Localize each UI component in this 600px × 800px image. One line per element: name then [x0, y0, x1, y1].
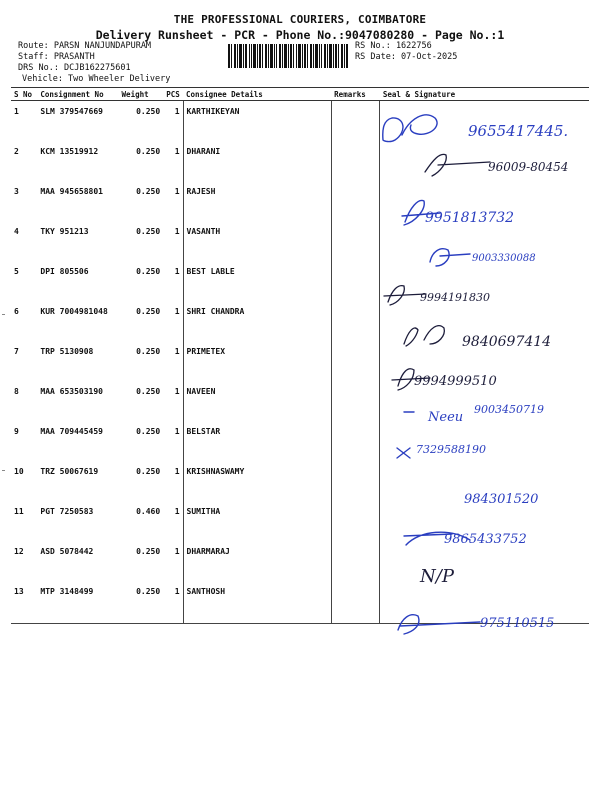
table-row [11, 421, 589, 461]
cell-remarks [331, 541, 380, 581]
cell-consignment-no: KCM 13519912 [40, 147, 99, 156]
cell-consignment-no: MTP 3148499 [37, 581, 118, 624]
cell-sno: 4 [14, 227, 19, 236]
col-remarks: Remarks [331, 88, 380, 101]
cell-sno: 13 [11, 581, 37, 624]
vehicle-label: Vehicle: Two Wheeler Delivery [22, 74, 171, 84]
table-row [11, 541, 589, 581]
cell-pcs: 1 [174, 307, 180, 316]
table-header-row [11, 88, 589, 101]
cell-consignee: KARTHIKEYAN [183, 101, 331, 142]
rs-number: RS No.: 1622756 [355, 41, 432, 51]
cell-sno: 6 [14, 307, 19, 316]
cell-sno: 3 [14, 187, 19, 196]
staff-label: Staff: PRASANTH [18, 52, 95, 62]
cell-sno: 5 [14, 267, 19, 276]
handwritten-phone-5: 9994191830 [420, 291, 490, 304]
cell-consignee: VASANTH [183, 221, 331, 261]
cell-weight: 0.250 [136, 347, 161, 356]
cell-sno: 9 [14, 427, 19, 436]
rs-date: RS Date: 07-Oct-2025 [355, 52, 458, 62]
cell-consignment-no: SLM 379547669 [40, 107, 103, 116]
cell-remarks [331, 301, 380, 341]
cell-remarks [331, 181, 380, 221]
cell-weight: 0.250 [136, 227, 161, 236]
cell-sno: 10 [14, 467, 24, 476]
handwritten-phone-7: 9994999510 [414, 374, 497, 389]
cell-seal-signature [380, 541, 589, 581]
cell-remarks [331, 341, 380, 381]
handwritten-phone-11: 9865433752 [444, 532, 527, 547]
cell-remarks [331, 221, 380, 261]
cell-consignment-no: MAA 709445459 [40, 427, 103, 436]
cell-consignment-no: TKY 951213 [40, 227, 89, 236]
cell-pcs: 1 [174, 347, 180, 356]
handwritten-phone-8: 9003450719 [474, 403, 544, 416]
col-consignment: Consignment No [37, 88, 118, 101]
cell-consignment-no: PGT 7250583 [40, 507, 94, 516]
cell-sno: 2 [14, 147, 19, 156]
handwritten-name-8: Neeu [428, 410, 464, 425]
punch-mark [2, 314, 5, 315]
route-info [18, 41, 151, 74]
col-seal-signature: Seal & Signature [380, 88, 589, 101]
cell-consignment-no: ASD 5078442 [40, 547, 94, 556]
cell-sno: 7 [14, 347, 19, 356]
cell-weight: 0.250 [136, 307, 161, 316]
cell-consignee: BELSTAR [183, 421, 331, 461]
cell-pcs: 1 [174, 547, 180, 556]
cell-sno: 8 [14, 387, 19, 396]
route-label: Route: PARSN NANJUNDAPURAM [18, 41, 152, 51]
handwritten-phone-3: 9951813732 [425, 210, 515, 226]
col-sno: S No [11, 88, 37, 101]
cell-consignee: KRISHNASWAMY [183, 461, 331, 501]
cell-pcs: 1 [174, 107, 180, 116]
cell-remarks [331, 141, 380, 181]
cell-weight: 0.250 [136, 467, 161, 476]
cell-consignee: NAVEEN [183, 381, 331, 421]
cell-pcs: 1 [174, 187, 180, 196]
cell-pcs: 1 [174, 387, 180, 396]
cell-pcs: 1 [174, 427, 180, 436]
col-pcs: PCS [163, 88, 183, 101]
cell-weight: 0.250 [136, 547, 161, 556]
cell-pcs: 1 [163, 581, 183, 624]
cell-consignment-no: DPI 805506 [40, 267, 89, 276]
handwritten-phone-6: 9840697414 [462, 334, 552, 350]
cell-weight: 0.250 [136, 107, 161, 116]
cell-pcs: 1 [174, 267, 180, 276]
cell-remarks [331, 381, 380, 421]
handwritten-phone-1: 9655417445. [468, 122, 569, 140]
cell-pcs: 1 [174, 467, 180, 476]
cell-consignment-no: MAA 945658801 [40, 187, 103, 196]
cell-consignment-no: KUR 7004981048 [40, 307, 108, 316]
barcode-image [228, 44, 348, 68]
cell-consignment-no: TRZ 50067619 [40, 467, 99, 476]
cell-remarks [331, 101, 380, 142]
table-row [11, 261, 589, 301]
handwritten-phone-2: 96009-80454 [488, 160, 569, 174]
cell-weight: 0.250 [136, 267, 161, 276]
col-weight: Weight [119, 88, 164, 101]
handwritten-phone-10: 984301520 [464, 492, 539, 507]
drs-label: DRS No.: DCJB162275601 [18, 63, 131, 73]
runsheet-subtitle: Delivery Runsheet - PCR - Phone No.:9047080280 - Page No.:1 [95, 28, 505, 42]
handwritten-phone-4: 9003330088 [472, 253, 536, 264]
cell-consignee: SANTHOSH [183, 581, 331, 624]
cell-pcs: 1 [174, 147, 180, 156]
cell-weight: 0.250 [136, 387, 161, 396]
cell-consignee: SUMITHA [183, 501, 331, 541]
cell-weight: 0.250 [136, 187, 161, 196]
cell-weight: 0.250 [136, 147, 161, 156]
cell-weight: 0.250 [119, 581, 164, 624]
punch-mark [2, 470, 5, 471]
cell-sno: 1 [14, 107, 19, 116]
runsheet-info [355, 41, 457, 63]
handwritten-phone-13: 975110515 [480, 616, 555, 631]
cell-remarks [331, 461, 380, 501]
cell-consignment-no: TRP 5130908 [40, 347, 94, 356]
cell-weight: 0.250 [136, 427, 161, 436]
cell-remarks [331, 421, 380, 461]
company-title: THE PROFESSIONAL COURIERS, COIMBATORE [173, 13, 427, 26]
cell-consignee: DHARANI [183, 141, 331, 181]
cell-consignment-no: MAA 653503190 [40, 387, 103, 396]
cell-weight: 0.460 [136, 507, 161, 516]
cell-sno: 12 [14, 547, 24, 556]
cell-consignee: BEST LABLE [183, 261, 331, 301]
handwritten-phone-9: 7329588190 [416, 443, 486, 456]
cell-consignee: PRIMETEX [183, 341, 331, 381]
handwritten-np: N/P [420, 566, 454, 587]
cell-consignee: DHARMARAJ [183, 541, 331, 581]
cell-consignee: SHRI CHANDRA [183, 301, 331, 341]
cell-remarks [331, 261, 380, 301]
cell-remarks [331, 501, 380, 541]
cell-remarks [331, 581, 380, 624]
cell-pcs: 1 [174, 507, 180, 516]
cell-pcs: 1 [174, 227, 180, 236]
cell-consignee: RAJESH [183, 181, 331, 221]
cell-sno: 11 [14, 507, 24, 516]
col-consignee: Consignee Details [183, 88, 331, 101]
